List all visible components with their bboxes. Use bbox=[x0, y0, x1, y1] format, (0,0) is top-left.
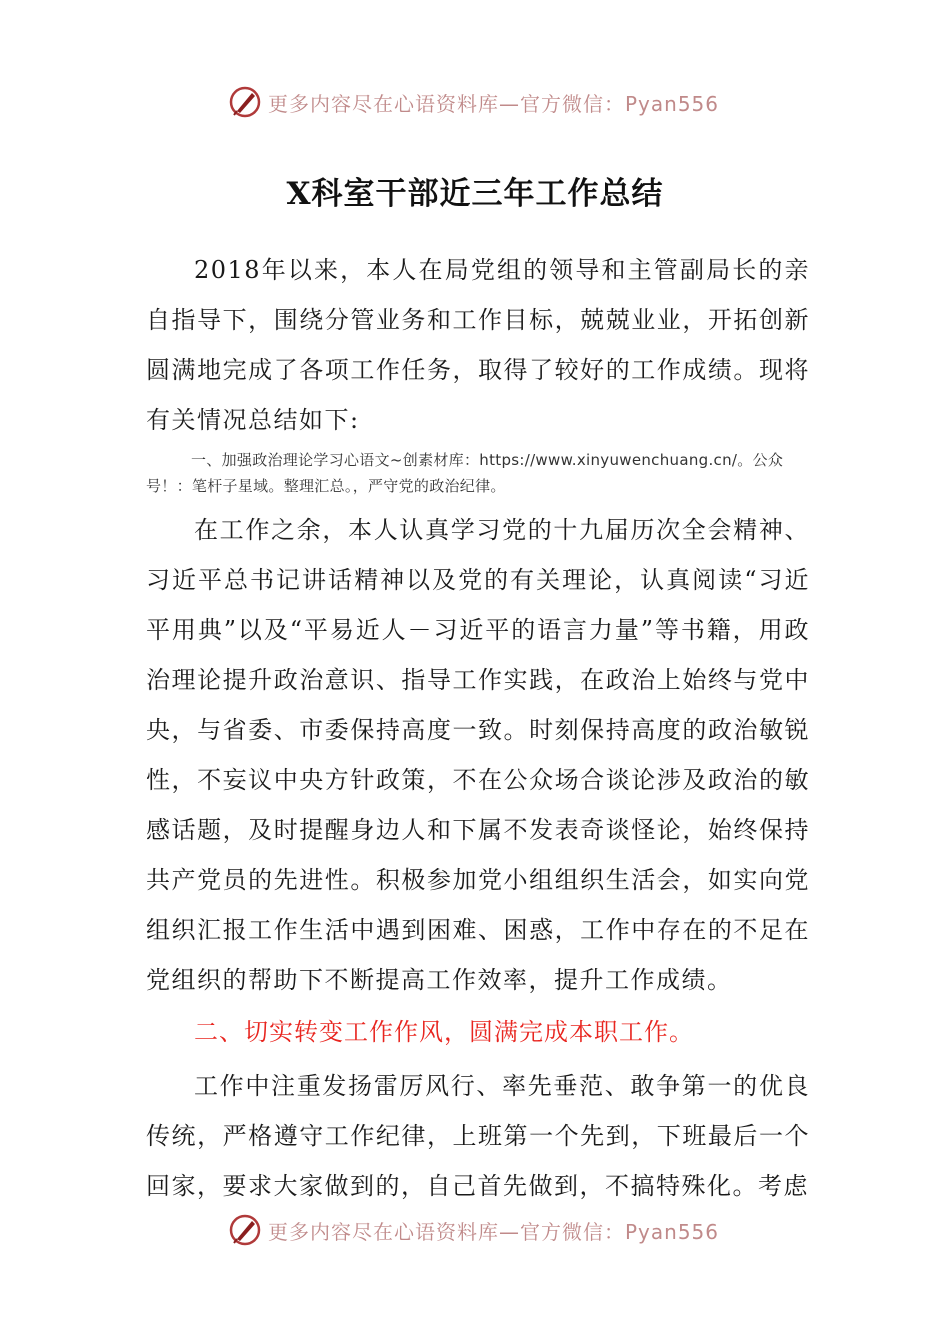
watermark-header bbox=[228, 82, 719, 122]
quill-logo-icon bbox=[228, 1213, 262, 1247]
watermark-footer bbox=[228, 1210, 719, 1250]
section2-heading: 二、切实转变工作作风，圆满完成本职工作。 bbox=[194, 1018, 694, 1046]
section1-heading-note: 一、加强政治理论学习心语文~创素材库：https://www.xinyuwenchuang.cn/。公众号！：笔杆子星域。整理汇总。，严守党的政治纪律。 bbox=[146, 451, 784, 495]
watermark-text: 更多内容尽在心语资料库—官方微信：Pyan556 bbox=[268, 91, 720, 116]
section1-paragraph: 在工作之余，本人认真学习党的十九届历次全会精神、习近平总书记讲话精神以及党的有关理论，认真阅读“习近平用典”以及“平易近人－习近平的语言力量”等书籍，用政治理论提升政治意识、指导工作实践，在政治上始终与党中央，与省委、市委保持高度一致。时刻保持高度的政治敏锐性，不妄议中央方针政策，不在公众场合谈论涉及政治的敏感话题，及时提醒身边人和下属不发表奇谈怪论，始终保持共产党员的先进性。积极参加党小组组织生活会，如实向党组织汇报工作生活中遇到困难、困惑，工作中存在的不足在党组织的帮助下不断提高工作效率，提升工作成绩。 bbox=[146, 516, 810, 994]
watermark-text: 更多内容尽在心语资料库—官方微信：Pyan556 bbox=[268, 1219, 720, 1244]
quill-logo-icon bbox=[228, 85, 262, 119]
section2-paragraph: 工作中注重发扬雷厉风行、率先垂范、敢争第一的优良传统，严格遵守工作纪律，上班第一个先到，下班最后一个回家，要求大家做到的，自己首先做到，不搞特殊化。考虑 bbox=[146, 1072, 810, 1200]
document-body bbox=[146, 245, 810, 1211]
document-title: X科室干部近三年工作总结 bbox=[286, 176, 664, 212]
intro-paragraph: 2018年以来，本人在局党组的领导和主管副局长的亲自指导下，围绕分管业务和工作目标，兢兢业业，开拓创新圆满地完成了各项工作任务，取得了较好的工作成绩。现将有关情况总结如下: bbox=[146, 256, 810, 434]
